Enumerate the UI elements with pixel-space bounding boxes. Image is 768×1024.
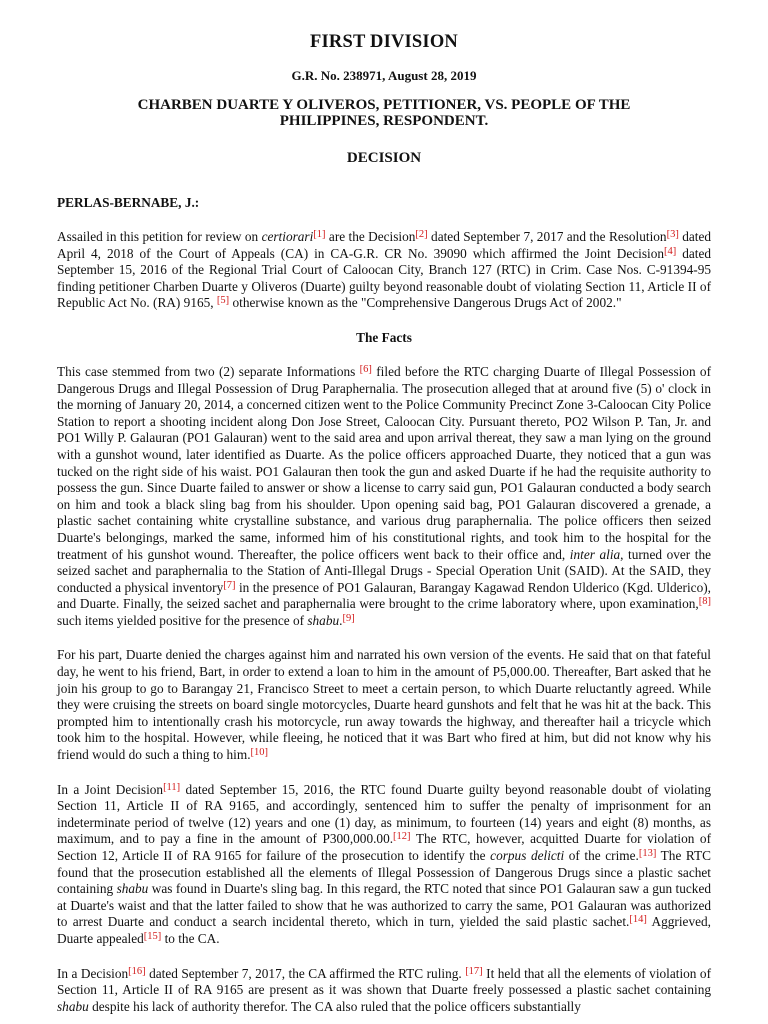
footnote-link-3[interactable]: [3]: [666, 229, 679, 240]
footnote-link-10[interactable]: [10]: [250, 747, 269, 759]
text: dated September 15, 2016 of the Regional Trial Court of Caloocan City, Branch 127 (RTC) in Crim. Case Nos. C-91394-95 finding petitioner Charben Duarte y Oliveros (Duarte) guilty beyond reasonable doubt of violating Section 11, Article II of Republic Act No. (RA) 9165,: [57, 245, 711, 311]
text: In a Decision: [57, 965, 129, 981]
paragraph-3: [57, 647, 711, 763]
footnote-link-7[interactable]: [7]: [223, 579, 236, 591]
footnote-link-4[interactable]: [4]: [664, 245, 677, 257]
footnote-link-15[interactable]: [15]: [143, 930, 162, 942]
footnote-link-8[interactable]: [8]: [698, 596, 711, 608]
text: In a Joint Decision: [57, 781, 164, 797]
text: For his part, Duarte denied the charges against him and narrated his own version of the events. He said that on that fateful day, he went to his friend, Bart, in order to extend a loan to him in the amount of P5,000.00. Thereafter, Bart asked that he join his group to go to Barangay 21, Francisco Street to meet a certain person, to which Duarte reluctantly agreed. While they were cruising the streets on board single motorcycles, Duarte heard gunshots and felt that he was hit at the back. This prompted him to intentionally crash his motorcycle, run away towards the highway, and thereafter hail a tricycle which took him to the hospital. However, while fleeing, he noticed that it was Bart who fired at him, but did not know why his friend would do such a thing to him.: [57, 647, 711, 763]
paragraph-1: [57, 229, 711, 312]
case-caption: [57, 97, 711, 129]
section-title-facts: The Facts: [356, 329, 412, 345]
footnote-link-12[interactable]: [12]: [393, 831, 411, 843]
italic-text: corpus delicti: [490, 848, 565, 863]
italic-text: shabu: [307, 612, 340, 628]
text: such items yielded positive for the presence of: [57, 612, 308, 628]
text: was found in Duarte's sling bag. In this regard, the RTC noted that since PO1 Galauran saw a gun tucked at Duarte's waist and that the latter failed to show that he was authorized to carry the same, PO1 Galauran was authorized to arrest Duarte and conduct a search incidental thereto, which in turn, yielded the said plastic sachet.: [57, 881, 711, 930]
text: in the presence of PO1 Galauran, Barangay Kagawad Rendon Ulderico (Kgd. Ulderico), and Duarte. Finally, the seized sachet and paraphernalia were brought to the crime laboratory where, upon examination,: [57, 579, 711, 612]
footnote-link-16[interactable]: [16]: [128, 965, 146, 977]
paragraph-4: [57, 782, 711, 948]
text: despite his lack of authority therefor. The CA also ruled that the police officers substantially: [88, 998, 581, 1014]
decision-heading: DECISION: [346, 150, 422, 166]
text: .: [339, 612, 343, 628]
text: Aggrieved, Duarte appealed: [57, 914, 711, 946]
text: This case stemmed from two (2) separate Informations: [57, 363, 360, 379]
text: dated September 7, 2017 and the Resolution: [427, 229, 667, 244]
text: to the CA.: [161, 930, 220, 946]
ponente: PERLAS-BERNABE, J.:: [57, 195, 200, 210]
case-number: G.R. No. 238971, August 28, 2019: [291, 68, 477, 83]
text: , turned over the seized sachet and paraphernalia to the Station of Anti-Illegal Drugs - Special Operation Unit (SAID). At the SAID, they conducted a physical inventory: [57, 546, 712, 595]
text: of the crime.: [564, 848, 639, 863]
footnote-link-14[interactable]: [14]: [629, 914, 647, 926]
footnote-link-17[interactable]: [17]: [465, 965, 483, 977]
footnote-link-9[interactable]: [9]: [342, 612, 355, 624]
case-caption-line1: CHARBEN DUARTE Y OLIVEROS, PETITIONER, VS. PEOPLE OF THE: [137, 97, 631, 113]
text: otherwise known as the "Comprehensive Dangerous Drugs Act of 2002.": [229, 295, 622, 311]
italic-text: shabu: [116, 881, 149, 897]
footnote-link-11[interactable]: [11]: [163, 781, 181, 793]
text: are the Decision: [325, 229, 416, 244]
text: filed before the RTC charging Duarte of Illegal Possession of Dangerous Drugs and Illegal Possession of Drug Paraphernalia. The prosecution alleged that at around five (5) o' clock in the morning of January 20, 2014, a concerned citizen went to the Police Community Precinct Zone 3-Caloocan City Police Station to report a shooting incident along Don Jose Street, Caloocan City. Pursuant thereto, PO2 Wilson P. Tan, Jr. and PO1 Willy P. Galauran (PO1 Galauran) went to the said area and upon arrival thereat, they saw a man lying on the ground with a gunshot wound, later identified as Duarte. As the police officers approached Duarte, they noticed that a gun was tucked on the right side of his waist. PO1 Galauran then took the gun and asked Duarte if he had the requisite authority to possess the gun. Since Duarte failed to answer or show a license to carry said gun, PO1 Galauran conducted a body search on him and took a black sling bag from his shoulder. Upon opening said bag, PO1 Galauran discovered a grenade, a plastic sachet containing white crystalline substance, and various drug paraphernalia. The police officers then seized Duarte's belongings, marked the same, informed him of his constitutional rights, and took him to the hospital for the treatment of his gunshot wound. Thereafter, the police officers went back to their office and,: [57, 363, 712, 562]
footnote-link-2[interactable]: [2]: [415, 229, 428, 240]
text: dated September 15, 2016, the RTC found Duarte guilty beyond reasonable doubt of violating Section 11, Article II of RA 9165, and accordingly, sentenced him to suffer the penalty of imprisonment for an indeterminate period of twelve (12) years and one (1) day, as minimum, to fourteen (14) years and eight (8) months, as maximum, and to pay a fine in the amount of P300,000.00.: [57, 781, 711, 847]
italic-text: shabu: [57, 998, 89, 1014]
italic-text: certiorari: [261, 229, 314, 244]
footnote-link-1[interactable]: [1]: [313, 229, 326, 240]
text: It held that all the elements of violation of Section 11, Article II of RA 9165 are present as it was shown that Duarte freely possessed a plastic sachet containing: [57, 965, 711, 998]
text: dated September 7, 2017, the CA affirmed the RTC ruling.: [145, 965, 466, 981]
paragraph-2: [57, 364, 711, 630]
text: The RTC found that the prosecution established all the elements of Illegal Possession of Dangerous Drugs since a plastic sachet containing: [57, 848, 711, 897]
paragraph-5: [57, 966, 711, 1016]
case-caption-line2: PHILIPPINES, RESPONDENT.: [279, 113, 489, 129]
text: Assailed in this petition for review on: [57, 229, 262, 244]
footnote-link-13[interactable]: [13]: [638, 848, 657, 859]
footnote-link-5[interactable]: [5]: [216, 295, 230, 307]
text: dated April 4, 2018 of the Court of Appeals (CA) in CA-G.R. CR No. 39090 which affirmed the Joint Decision: [57, 229, 711, 261]
footnote-link-6[interactable]: [6]: [359, 363, 372, 375]
italic-text: inter alia: [569, 546, 621, 562]
division-heading: FIRST DIVISION: [310, 32, 458, 52]
text: The RTC, however, acquitted Duarte for violation of Section 12, Article II of RA 9165 for failure of the prosecution to identify the: [57, 831, 712, 863]
